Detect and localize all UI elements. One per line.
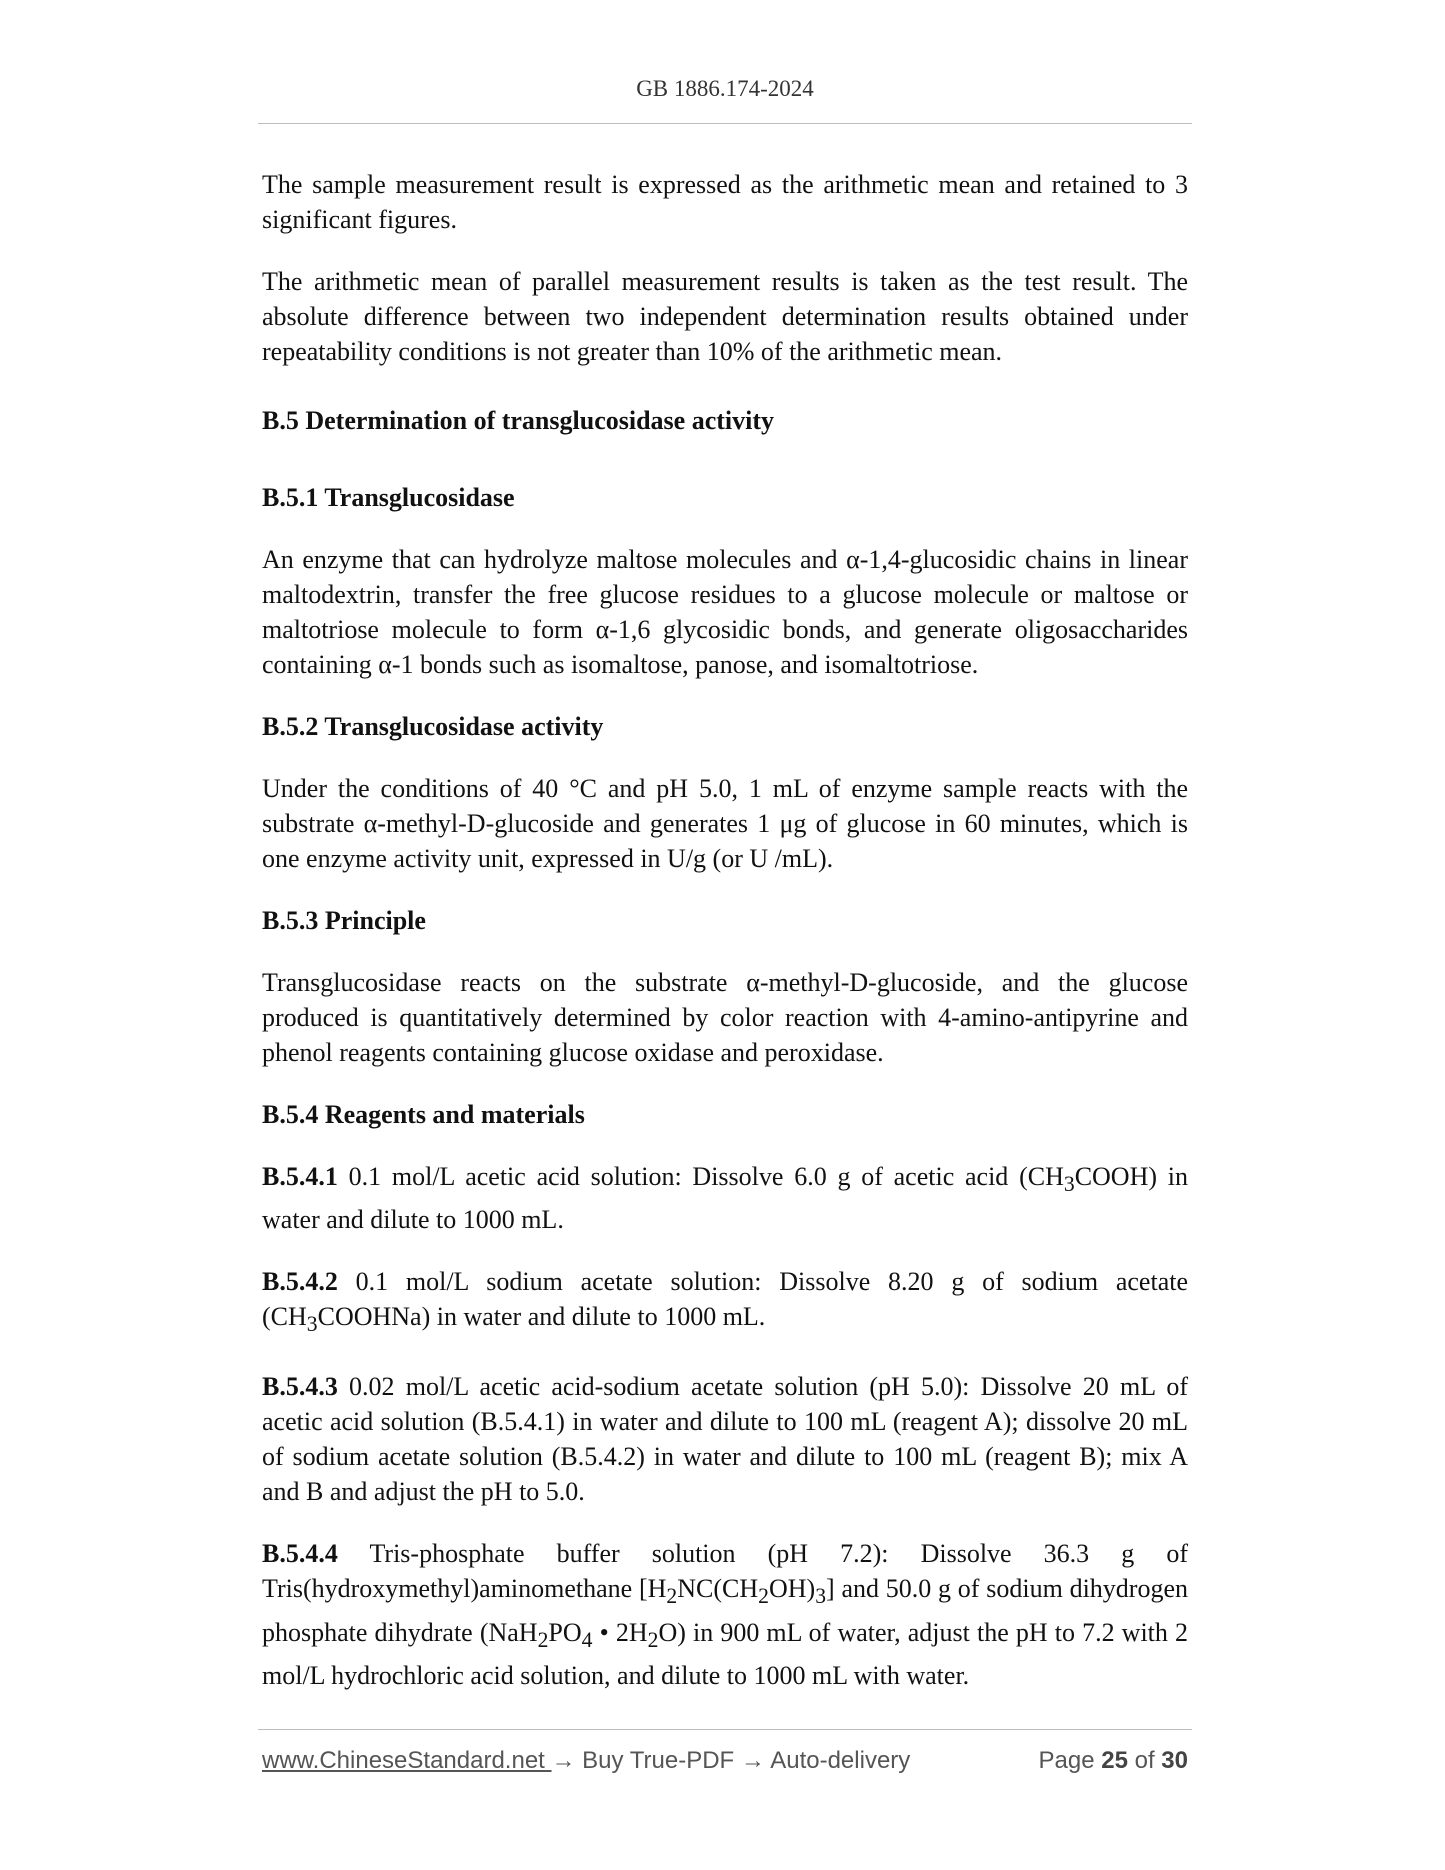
- subscript: 3: [1063, 1172, 1075, 1197]
- subscript: 2: [537, 1627, 549, 1652]
- clause-ref-b542: B.5.4.2: [262, 1267, 338, 1297]
- page-number: 25: [1101, 1747, 1128, 1774]
- arrow-right-icon: →: [740, 1747, 765, 1774]
- paragraph-b541: [262, 1159, 1188, 1237]
- document-header: GB 1886.174-2024: [636, 76, 814, 101]
- clause-text: COOH) in water and dilute to 1000 mL.: [262, 1162, 1189, 1235]
- paragraph-result-expression: The sample measurement result is expressed as the arithmetic mean and retained to 3 significant figures.: [262, 170, 1188, 234]
- clause-text: O) in 900 mL of water, adjust the pH to 7.2 with 2 mol/L hydrochloric acid solution, and dilute to 1000 mL with water.: [262, 1617, 1189, 1690]
- page-label: Page: [1038, 1747, 1102, 1774]
- subscript: 4: [581, 1627, 593, 1652]
- paragraph-b544: [262, 1536, 1188, 1692]
- site-link[interactable]: www.ChineseStandard.net: [262, 1747, 552, 1774]
- section-heading-b54: B.5.4 Reagents and materials: [262, 1100, 585, 1129]
- paragraph-test-result: The arithmetic mean of parallel measurement results is taken as the test result. The absolute difference between two independent determination results obtained under repeatability conditions is not greater than 10% of the arithmetic mean.: [262, 267, 1188, 366]
- clause-text: OH): [768, 1574, 816, 1604]
- page-footer: [262, 1747, 1188, 1779]
- clause-text: • 2H: [592, 1617, 648, 1647]
- section-heading-b51: B.5.1 Transglucosidase: [262, 483, 515, 512]
- clause-text: 0.1 mol/L sodium acetate solution: Dissolve 8.20 g of sodium acetate (CH: [262, 1267, 1188, 1332]
- section-heading-b52: B.5.2 Transglucosidase activity: [262, 712, 604, 741]
- subscript: 3: [815, 1584, 827, 1609]
- arrow-right-icon: →: [551, 1747, 576, 1774]
- page-indicator: [1039, 1747, 1188, 1775]
- paragraph-b543: [262, 1369, 1188, 1509]
- subscript: 2: [647, 1627, 659, 1652]
- buy-text: Buy True-PDF: [575, 1747, 741, 1774]
- section-heading-b5: B.5 Determination of transglucosidase activity: [262, 406, 775, 435]
- header-divider: [258, 123, 1192, 124]
- clause-text: NC(CH: [677, 1574, 759, 1604]
- subscript: 2: [758, 1584, 769, 1609]
- footer-divider: [258, 1729, 1192, 1730]
- paragraph-b53: Transglucosidase reacts on the substrate α-methyl-D-glucoside, and the glucose produced is quantitatively determined by color reaction with 4-amino-antipyrine and phenol reagents containing glucose oxidase and peroxidase.: [262, 968, 1188, 1067]
- subscript: 2: [666, 1584, 678, 1609]
- delivery-text: Auto-delivery: [764, 1747, 911, 1774]
- clause-ref-b541: B.5.4.1: [262, 1162, 338, 1191]
- clause-ref-b544: B.5.4.4: [262, 1539, 338, 1569]
- clause-ref-b543: B.5.4.3: [262, 1372, 338, 1402]
- paragraph-b542: [262, 1264, 1188, 1342]
- clause-text: 0.1 mol/L acetic acid solution: Dissolve 6.0 g of acetic acid (CH: [337, 1162, 1064, 1191]
- paragraph-b51: An enzyme that can hydrolyze maltose molecules and α-1,4-glucosidic chains in linear maltodextrin, transfer the free glucose residues to a glucose molecule or maltose or maltotriose molecule to form α-1,6 glycosidic bonds, and generate oligosaccharides containing α-1 bonds such as isomaltose, panose, and isomaltotriose.: [262, 545, 1188, 679]
- clause-text: COOHNa) in water and dilute to 1000 mL.: [317, 1302, 766, 1332]
- section-heading-b53: B.5.3 Principle: [262, 906, 426, 935]
- page-total: 30: [1161, 1747, 1188, 1774]
- paragraph-b52: Under the conditions of 40 °C and pH 5.0, 1 mL of enzyme sample reacts with the substrate α-methyl-D-glucoside and generates 1 μg of glucose in 60 minutes, which is one enzyme activity unit, expressed in U/g (or U /mL).: [262, 774, 1188, 873]
- subscript: 3: [306, 1312, 318, 1337]
- footer-promo: [262, 1747, 910, 1775]
- page-content: [262, 167, 1188, 1720]
- clause-text: PO: [548, 1617, 582, 1647]
- clause-text: ] and 50.0 g of sodium dihydrogen phosphate dihydrate (NaH: [262, 1574, 1188, 1647]
- clause-text: Tris-phosphate buffer solution (pH 7.2): Dissolve 36.3 g of Tris(hydroxymethyl)aminomethane [H: [262, 1539, 1188, 1604]
- of-label: of: [1127, 1747, 1162, 1774]
- clause-text: 0.02 mol/L acetic acid-sodium acetate solution (pH 5.0): Dissolve 20 mL of acetic acid solution (B.5.4.1) in water and dilute to 100 mL (reagent A); dissolve 20 mL of sodium acetate solution (B.5.4.2) in water and dilute to 100 mL (reagent B); mix A and B and adjust the pH to 5.0.: [262, 1372, 1188, 1507]
